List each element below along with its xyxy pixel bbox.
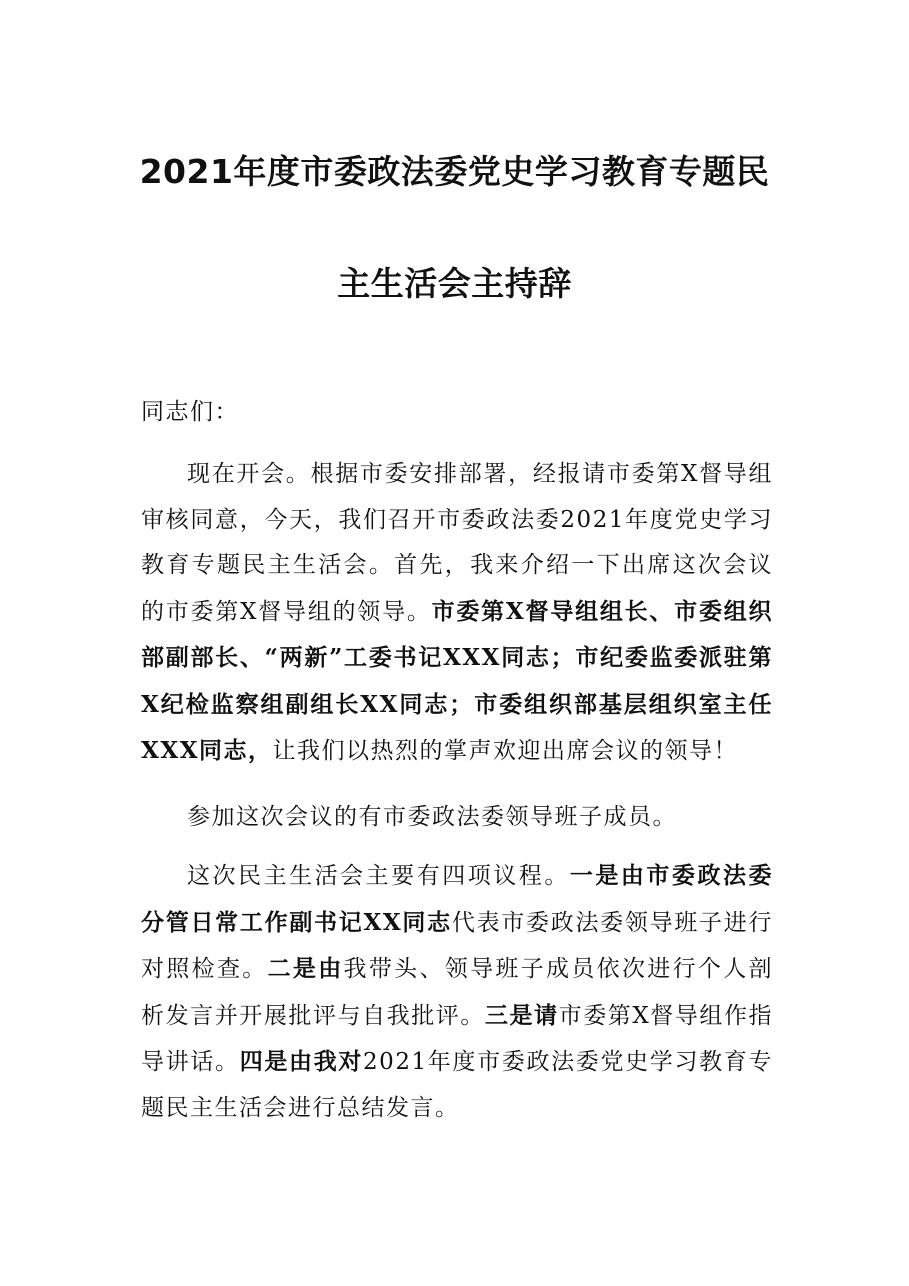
agenda-text-5: 2021年度市委政法委党史学习教育专题民主生活会进行总结发言。 [141, 1049, 773, 1121]
document-title-line-1: 2021年度市委政法委党史学习教育专题民 [139, 152, 770, 191]
paragraph-attendees: 参加这次会议的有市委政法委领导班子成员。 [187, 804, 677, 830]
paragraph-opening-text-1: 现在开会。根据市委安排部署，经报请市委第X督导组审核同意，今天，我们召开市委政法委2021年度党史学习教育专题民主生活会。首先，我来介绍一下出席这次会议的市委第X督导组的领导。 [141, 461, 773, 625]
agenda-item-4-bold: 四是由我对 [239, 1048, 364, 1075]
agenda-text-3: 我带头、领导班子成员依次进行个人剖析发言并开展批评与自我批评。 [141, 956, 773, 1029]
agenda-text-1: 这次民主生活会主要有四项议程。 [187, 863, 570, 889]
agenda-item-1-bold: 一是由市委政法委分管日常工作副书记XX同志 [141, 862, 774, 936]
agenda-item-3-bold: 三是请 [484, 1001, 559, 1029]
paragraph-opening [141, 452, 773, 775]
document-title-line-2: 主生活会主持辞 [337, 264, 572, 303]
agenda-text-4: 市委第X督导组作指导讲话。 [141, 1002, 774, 1075]
agenda-item-2-bold: 二是由 [267, 955, 344, 982]
agenda-text-2: 代表市委政法委领导班子进行对照检查。 [141, 909, 773, 982]
paragraph-agenda [141, 853, 773, 1131]
paragraph-opening-bold-leaders: 市委第X督导组组长、市委组织部副部长、“两新”工委书记XXX同志；市纪委监委派驻第X纪检监察组副组长XX同志；市委组织部基层组织室主任XXX同志， [141, 597, 773, 764]
salutation: 同志们： [141, 399, 239, 425]
paragraph-opening-text-2: 让我们以热烈的掌声欢迎出席会议的领导！ [272, 738, 739, 764]
